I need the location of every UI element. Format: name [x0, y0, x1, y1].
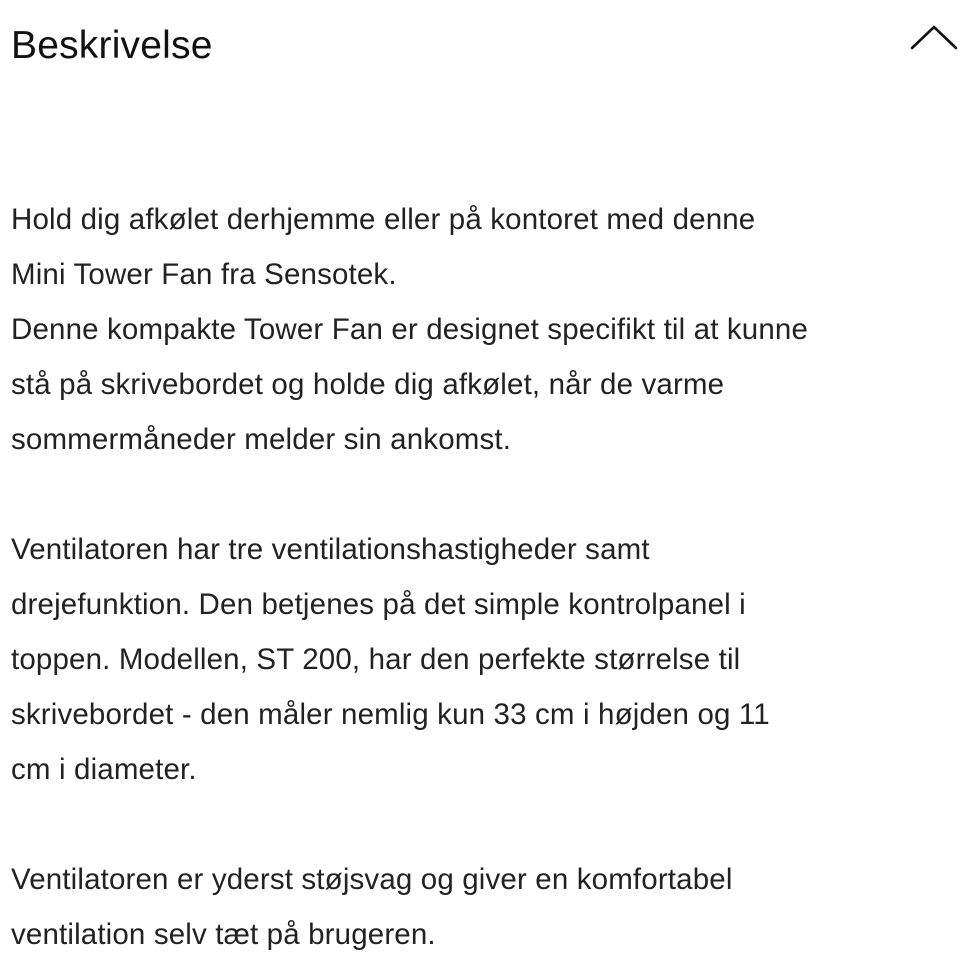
description-line: Hold dig afkølet derhjemme eller på kontoret med denne	[11, 203, 756, 236]
description-line: toppen. Modellen, ST 200, har den perfekte størrelse til	[11, 643, 741, 676]
description-line: cm i diameter.	[11, 753, 197, 786]
description-paragraph	[11, 192, 956, 467]
accordion-title: Beskrivelse	[11, 24, 213, 67]
description-line: stå på skrivebordet og holde dig afkølet, når de varme	[11, 368, 725, 401]
description-paragraph	[11, 522, 956, 797]
paragraph-spacer	[11, 797, 956, 852]
description-line: Ventilatoren er yderst støjsvag og giver en komfortabel	[11, 863, 733, 896]
description-line: skrivebordet - den måler nemlig kun 33 cm i højden og 11	[11, 698, 770, 731]
description-paragraph	[11, 852, 956, 962]
description-accordion-header[interactable]	[0, 0, 960, 100]
chevron-up-icon[interactable]	[910, 24, 958, 52]
description-line: Ventilatoren har tre ventilationshastigheder samt	[11, 533, 650, 566]
description-line: drejefunktion. Den betjenes på det simple kontrolpanel i	[11, 588, 746, 621]
description-line: ventilation selv tæt på brugeren.	[11, 918, 436, 951]
description-line: Denne kompakte Tower Fan er designet specifikt til at kunne	[11, 313, 809, 346]
description-line: sommermåneder melder sin ankomst.	[11, 423, 512, 456]
description-line: Mini Tower Fan fra Sensotek.	[11, 258, 397, 291]
paragraph-spacer	[11, 467, 956, 522]
description-body	[11, 192, 956, 962]
